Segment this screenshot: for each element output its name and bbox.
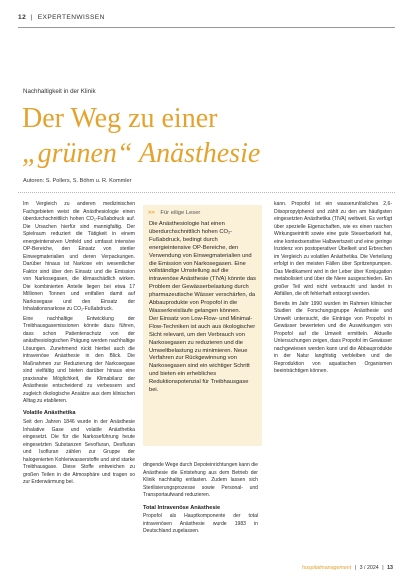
dotted-divider xyxy=(18,192,395,193)
headline-line-2: „grünen“ Anästhesie xyxy=(22,138,261,169)
summary-box-title-text: Für eilige Leser xyxy=(160,210,201,216)
summary-box xyxy=(143,205,262,446)
arrow-icon: >> xyxy=(148,210,155,216)
body-paragraph: Im Vergleich zu anderen medizinischen Fachgebieten weist die Anästhesiologie einen überdurchschnittlich hohen CO₂-Fußabdruck auf. Die Ursachen hierfür sind mannigfaltig. Der Spielraum reduziert die Tätigkeit in einem energieintensiven Umfeld und umfasst intensive OP-Bereiche, den Einsatz von steriler Einwegmaterialien und deren Verpackungen. Darüber hinaus ist Narkose ein wesentlicher Faktor sind über den Einsatz und die Emission von Narkosegasen, die klimaschädlich wirken. Die kombinierten Anteile liegen bei etwa 17 Millionen Tonnen und entfallen damit auf Narkosegase und den Einsatz der Inhalationsnarkose zu CO₂-Fußabdruck. xyxy=(23,201,135,312)
text-column-3 xyxy=(274,201,392,561)
issue-number: 3 / 2024 xyxy=(359,565,379,571)
subheading: Total Intravenöse Anästhesie xyxy=(143,504,221,511)
article-kicker: Nachhaltigkeit in der Klinik xyxy=(23,88,96,95)
header-rule xyxy=(18,27,395,28)
text-column-2 xyxy=(143,462,258,557)
summary-box-body xyxy=(149,221,257,395)
text-column-1 xyxy=(23,201,135,561)
body-paragraph: Seit den Jahren 1846 wurde in der Anästhesie Inhalative Gase und volatile Anästhetika eingesetzt. Die für die Narkoseführung heute eingesetzten Substanzen Sevofluran, Desfluran und Isofluran zählen zur Gruppe der halogenierten Kohlenwasserstoffe und sind starke Treibhausgase. Diese Stoffe entweichen zu großen Teilen in die Atmosphäre und tragen so zur Erderwärmung bei. xyxy=(23,419,135,485)
footer-page-number: 13 xyxy=(387,565,393,571)
page-header xyxy=(18,14,105,21)
article-authors: Autoren: S. Pollers, S. Böhm u. R. Kommler xyxy=(23,178,132,184)
body-paragraph: dingende Wege durch Depoteinrichtungen kann die Anästhesie die Entstehung aus dem Betrieb der Klinik nachhaltig entlasten. Zudem lassen sich Sterilisierungsprozesse sowie Personal- und Transportaufwand reduzieren. xyxy=(143,462,258,498)
headline-line-1: Der Weg zu einer xyxy=(22,103,218,134)
body-paragraph: Eine nachhaltige Entwicklung der Treibhausgasemissionen könnte dazu führen, dass schon Patientenschutz von der anästhesiologischen Prägung werden nachhaltige Lösungen. Zunehmend rückt hierbei auch die intravenöse Anästhesie in den Blick. Die Maßnahmen zur Reduzierung der Narkosegase sind vielfältig und bieten darüber hinaus eine praxisnahe Möglichkeit, die Klimabilanz der Anästhesie entscheidend zu verbessern und zugleich ökologische Ansätze aus dem klinischen Alltag zu etablieren. xyxy=(23,315,135,404)
publication-name: hospitalmanagement xyxy=(302,565,352,571)
article-headline xyxy=(22,101,392,171)
body-paragraph: Bereits im Jahr 1990 wurden im Rahmen klinischer Studien die Forschungsgruppe Anästhesie und Umwelt untersucht, die Einträge von Propofol in Gewässer bewerteten und die Auswirkungen von Propofol auf die Umwelt ermitteln. Aktuelle Untersuchungen zeigen, dass Propofol im Gewässer nachgewiesen werden kann und die Abbauprodukte in der Natur langfristig verbleiben und die Reproduktion von aquatischen Organismen beeinträchtigen können. xyxy=(274,300,392,374)
summary-paragraph: Der Einsatz von Low-Flow- und Minimal-Flow-Techniken ist auch aus ökologischer Sicht relevant, um den Verbrauch von Narkosegasen zu reduzieren und die Umweltbelastung zu minimieren. Neue Verfahren zur Rückgewinnung von Narkosegasen sind ein wichtiger Schritt und bieten ein erhebliches Reduktionspotenzial für Treibhausgase bei. xyxy=(149,315,256,394)
header-separator: | xyxy=(30,14,33,21)
page-footer xyxy=(302,565,393,571)
body-paragraph: Propofol als Hauptkomponente der total intravenösen Anästhesie wurde 1983 in Deutschland zugelassen. xyxy=(143,513,258,534)
footer-separator: | xyxy=(354,565,357,571)
body-paragraph: kann. Propofol ist ein wasserunlösliches 2,6-Diisopropylphenol und zählt zu den am häufigsten eingesetzten Anästhetika (TIVA) weltweit. Es verfügt über spezielle Eigenschaften, wie es einen raschen Wirkungseintritt sowie eine gute Steuerbarkeit hat, eine kontextsensitive Halbwertszeit und eine geringe Inzidenz von postoperativer Übelkeit und Erbrechen im Vergleich zu volatilen Anästhetika. Die Verteilung erfolgt in den meisten Fällen über Spritzenpumpen. Das Medikament wird in der Leber über Konjugation metabolisiert und über die Niere ausgeschieden. Ein großer Teil wird nicht verbraucht und landet in Abfällen, die oft fehlerhaft entsorgt werden. xyxy=(274,201,392,297)
subheading: Volatile Anästhetika xyxy=(23,409,76,416)
page-number: 12 xyxy=(18,14,27,21)
section-title: EXPERTENWISSEN xyxy=(37,14,105,21)
footer-separator: | xyxy=(382,565,384,571)
summary-box-title xyxy=(148,210,200,216)
summary-paragraph: Die Anästhesiologie hat einen überdurchschnittlich hohen CO₂-Fußabdruck, bedingt durch energieintensive OP-Bereiche, den Verwendung von Einwegmaterialien und die Emission von Narkosegasen. Eine vollständige Umstellung auf die intravenöse Anästhesie (TIVA) könnte das Problem der Gewässerbelastung durch pharmazeutische Wässer verschärfen, da Abbauprodukte von Propofol in die Wasserkreisläufe gelangen können. xyxy=(149,221,256,314)
